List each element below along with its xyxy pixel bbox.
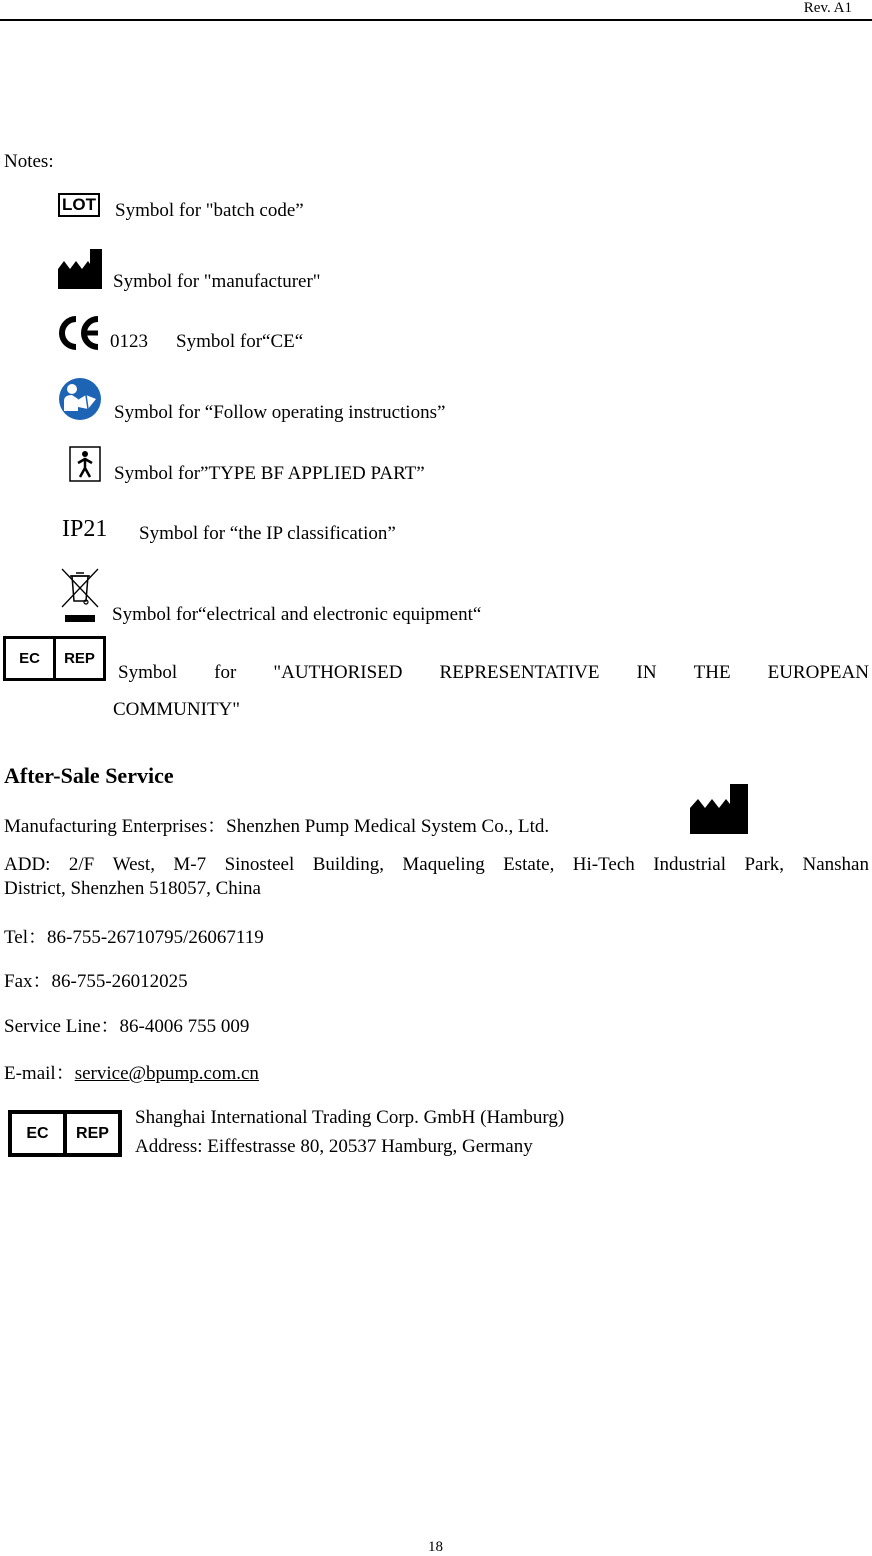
word: REPRESENTATIVE [439,662,600,683]
page-number: 18 [428,1539,443,1555]
manufacturer-label: Manufacturing Enterprises： [4,816,227,837]
word: West, [112,854,155,875]
follow-instructions-icon [58,377,102,421]
email-line [4,1058,259,1085]
word: Maqueling [402,854,485,875]
fax-value: 86-755-26012025 [51,971,188,992]
ec-rep-icon [3,636,106,681]
word: Building, [312,854,384,875]
note-ip-classification: Symbol for “the IP classification” [139,523,396,544]
note-manufacturer: Symbol for "manufacturer" [113,271,321,292]
ec-rep-icon-ec: EC [12,1114,63,1153]
ec-rep-icon-rep: REP [56,639,103,678]
ec-rep-icon-ec: EC [6,639,53,678]
service-line-value: 86-4006 755 009 [119,1016,250,1037]
tel-value: 86-755-26710795/26067119 [47,927,264,948]
word: ADD: [4,854,51,875]
ce-number: 0123 [110,331,148,352]
manufacturer-icon [58,249,102,289]
tel-line [4,922,264,949]
address-line1 [4,854,869,876]
note-ec-rep-line2: COMMUNITY" [113,699,241,720]
ip-classification-icon: IP21 [62,516,108,542]
header-divider [0,19,872,21]
note-batch-code: Symbol for "batch code” [115,200,304,221]
ce-mark-icon [58,316,102,350]
word: 2/F [68,854,95,875]
word: Hi-Tech [572,854,635,875]
word: THE [693,662,731,683]
type-bf-applied-part-icon [69,446,101,482]
word: EUROPEAN [767,662,869,683]
manufacturer-line [4,811,549,838]
word: IN [636,662,657,683]
ec-rep-icon [8,1110,122,1157]
address-line2: District, Shenzhen 518057, China [4,878,261,899]
ec-rep-company: Shanghai International Trading Corp. GmbH (Hamburg) [135,1107,565,1128]
note-type-bf: Symbol for”TYPE BF APPLIED PART” [114,463,425,484]
after-sale-heading: After-Sale Service [4,763,174,788]
word: for [214,662,237,683]
fax-line [4,966,188,993]
word: M-7 [173,854,207,875]
notes-title: Notes: [4,151,54,172]
manufacturer-icon [690,784,748,834]
ec-rep-icon-rep: REP [67,1114,118,1153]
note-weee: Symbol for“electrical and electronic equipment“ [112,604,482,625]
word: Nanshan [802,854,869,875]
note-follow-instructions: Symbol for “Follow operating instructions” [114,402,446,423]
tel-label: Tel： [4,927,47,948]
ec-rep-address: Address: Eiffestrasse 80, 20537 Hamburg, Germany [135,1136,533,1157]
email-label: E-mail： [4,1063,75,1084]
manufacturer-name: Shenzhen Pump Medical System Co., Ltd. [226,816,550,837]
word: Industrial [653,854,727,875]
note-ce: Symbol for“CE“ [176,331,304,352]
service-line [4,1011,249,1038]
lot-icon: LOT [58,193,100,217]
revision-label: Rev. A1 [803,0,852,16]
service-line-label: Service Line： [4,1016,120,1037]
word: Sinosteel [224,854,295,875]
word: Symbol [118,662,178,683]
word: "AUTHORISED [273,662,403,683]
fax-label: Fax： [4,971,52,992]
weee-crossed-bin-icon [60,567,100,627]
note-ec-rep-line1 [118,662,869,684]
word: Estate, [503,854,555,875]
word: Park, [744,854,785,875]
email-link[interactable]: service@bpump.com.cn [74,1063,259,1084]
